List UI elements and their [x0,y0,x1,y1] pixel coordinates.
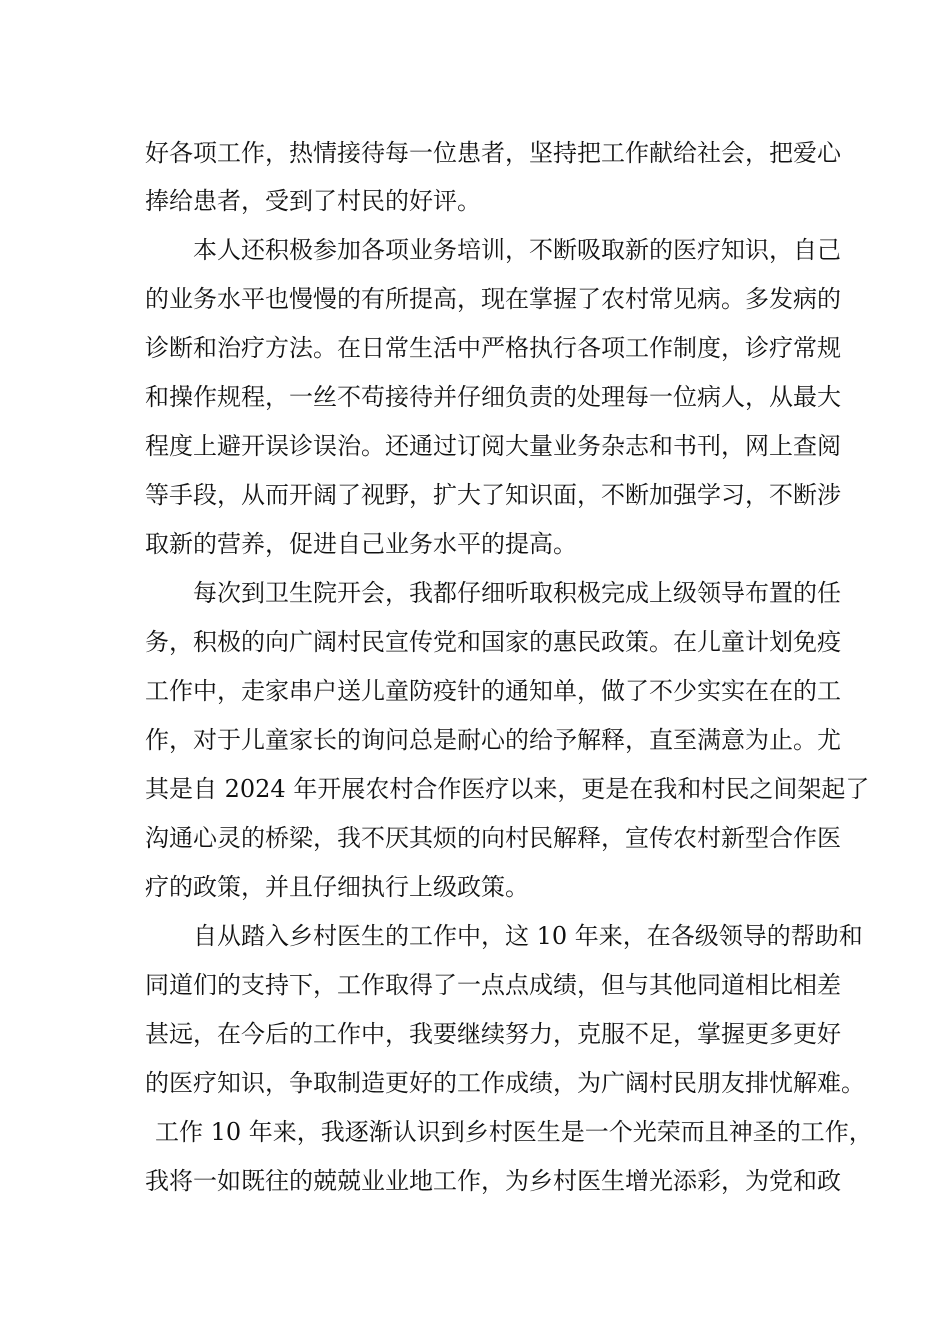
text-line: 其是自 2024 年开展农村合作医疗以来，更是在我和村民之间架起了 [145,775,870,803]
text-line: 疗的政策，并且仔细执行上级政策。 [145,873,529,901]
text-line: 的业务水平也慢慢的有所提高，现在掌握了农村常见病。多发病的 [145,285,841,313]
text-line: 作，对于儿童家长的询问总是耐心的给予解释，直至满意为止。尤 [145,726,841,754]
text-line: 工作中，走家串户送儿童防疫针的通知单，做了不少实实在在的工 [145,677,841,705]
text-line: 程度上避开误诊误治。还通过订阅大量业务杂志和书刊，网上查阅 [145,432,841,460]
text-line: 工作 10 年来，我逐渐认识到乡村医生是一个光荣而且神圣的工作， [155,1118,873,1146]
text-line: 务，积极的向广阔村民宣传党和国家的惠民政策。在儿童计划免疫 [145,628,841,656]
text-line: 的医疗知识，争取制造更好的工作成绩，为广阔村民朋友排忧解难。 [145,1069,865,1097]
text-line: 诊断和治疗方法。在日常生活中严格执行各项工作制度，诊疗常规 [145,334,841,362]
text-line: 我将一如既往的兢兢业业地工作，为乡村医生增光添彩，为党和政 [145,1167,841,1195]
text-line: 等手段，从而开阔了视野，扩大了知识面，不断加强学习，不断涉 [145,481,841,509]
text-line: 好各项工作，热情接待每一位患者，坚持把工作献给社会，把爱心 [145,139,841,167]
text-line: 同道们的支持下，工作取得了一点点成绩，但与其他同道相比相差 [145,971,841,999]
text-line: 沟通心灵的桥梁，我不厌其烦的向村民解释，宣传农村新型合作医 [145,824,841,852]
text-line: 取新的营养，促进自己业务水平的提高。 [145,530,577,558]
text-line: 捧给患者，受到了村民的好评。 [145,187,481,215]
text-line: 甚远，在今后的工作中，我要继续努力，克服不足，掌握更多更好 [145,1020,841,1048]
paragraph-first-line: 自从踏入乡村医生的工作中，这 10 年来，在各级领导的帮助和 [193,922,863,950]
paragraph-first-line: 每次到卫生院开会，我都仔细听取积极完成上级领导布置的任 [193,579,841,607]
text-line: 和操作规程，一丝不苟接待并仔细负责的处理每一位病人，从最大 [145,383,841,411]
paragraph-first-line: 本人还积极参加各项业务培训，不断吸取新的医疗知识，自己 [193,236,841,264]
